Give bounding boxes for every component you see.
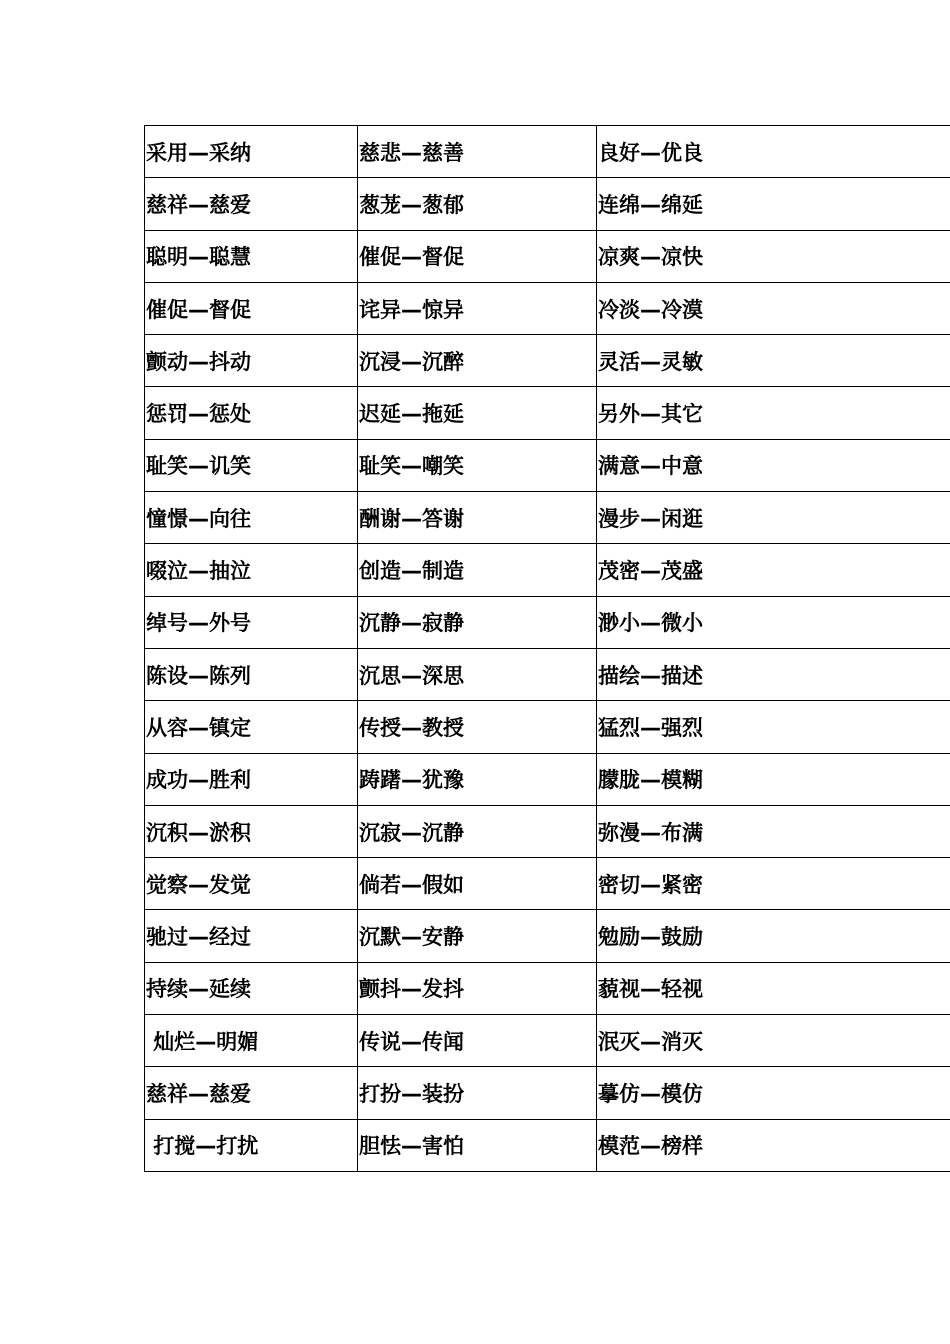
word-pair-cell: 倘若—假如 — [358, 858, 597, 910]
word-pair-cell: 啜泣—抽泣 — [145, 544, 358, 596]
word-pair-cell: 踌躇—犹豫 — [358, 753, 597, 805]
table-row — [145, 439, 950, 491]
word-pair-cell: 冷淡—冷漠 — [597, 282, 950, 334]
word-pair-cell: 慈祥—慈爱 — [145, 1067, 358, 1119]
word-pair-cell: 催促—督促 — [145, 282, 358, 334]
word-pair-cell: 灵活—灵敏 — [597, 335, 950, 387]
word-pair-cell: 成功—胜利 — [145, 753, 358, 805]
word-pair-cell: 慈悲—慈善 — [358, 126, 597, 178]
table-row — [145, 858, 950, 910]
word-pair-cell: 传说—传闻 — [358, 1015, 597, 1067]
word-pair-cell: 沉积—淤积 — [145, 805, 358, 857]
word-pair-cell: 漫步—闲逛 — [597, 492, 950, 544]
table-row — [145, 230, 950, 282]
word-pair-cell: 灿烂—明媚 — [145, 1015, 358, 1067]
word-pair-cell: 良好—优良 — [597, 126, 950, 178]
word-pair-cell: 颤动—抖动 — [145, 335, 358, 387]
table-row — [145, 387, 950, 439]
table-row — [145, 178, 950, 230]
table-row — [145, 962, 950, 1014]
table-row — [145, 126, 950, 178]
word-pair-cell: 摹仿—模仿 — [597, 1067, 950, 1119]
word-pair-cell: 迟延—拖延 — [358, 387, 597, 439]
table-row — [145, 492, 950, 544]
word-pair-cell: 勉励—鼓励 — [597, 910, 950, 962]
word-pair-cell: 创造—制造 — [358, 544, 597, 596]
word-pair-cell: 传授—教授 — [358, 701, 597, 753]
word-pair-cell: 惩罚—惩处 — [145, 387, 358, 439]
table-row — [145, 910, 950, 962]
word-pair-cell: 打扮—装扮 — [358, 1067, 597, 1119]
word-pair-cell: 弥漫—布满 — [597, 805, 950, 857]
word-pair-cell: 沉默—安静 — [358, 910, 597, 962]
word-pair-cell: 猛烈—强烈 — [597, 701, 950, 753]
word-pair-cell: 渺小—微小 — [597, 596, 950, 648]
word-pair-cell: 驰过—经过 — [145, 910, 358, 962]
word-pair-cell: 耻笑—讥笑 — [145, 439, 358, 491]
word-pair-cell: 从容—镇定 — [145, 701, 358, 753]
word-pair-cell: 觉察—发觉 — [145, 858, 358, 910]
word-pair-cell: 耻笑—嘲笑 — [358, 439, 597, 491]
word-pair-cell: 采用—采纳 — [145, 126, 358, 178]
synonym-table-body — [145, 126, 950, 1172]
word-pair-cell: 绰号—外号 — [145, 596, 358, 648]
word-pair-cell: 描绘—描述 — [597, 648, 950, 700]
table-row — [145, 335, 950, 387]
word-pair-cell: 满意—中意 — [597, 439, 950, 491]
table-row — [145, 544, 950, 596]
word-pair-cell: 密切—紧密 — [597, 858, 950, 910]
word-pair-cell: 诧异—惊异 — [358, 282, 597, 334]
word-pair-cell: 陈设—陈列 — [145, 648, 358, 700]
table-row — [145, 648, 950, 700]
table-row — [145, 1119, 950, 1171]
word-pair-cell: 颤抖—发抖 — [358, 962, 597, 1014]
word-pair-cell: 凉爽—凉快 — [597, 230, 950, 282]
word-pair-cell: 另外—其它 — [597, 387, 950, 439]
word-pair-cell: 沉寂—沉静 — [358, 805, 597, 857]
word-pair-cell: 朦胧—模糊 — [597, 753, 950, 805]
table-row — [145, 1067, 950, 1119]
word-pair-cell: 茂密—茂盛 — [597, 544, 950, 596]
word-pair-cell: 聪明—聪慧 — [145, 230, 358, 282]
word-pair-cell: 催促—督促 — [358, 230, 597, 282]
word-pair-cell: 酬谢—答谢 — [358, 492, 597, 544]
table-row — [145, 701, 950, 753]
word-pair-cell: 藐视—轻视 — [597, 962, 950, 1014]
word-pair-cell: 沉思—深思 — [358, 648, 597, 700]
table-row — [145, 805, 950, 857]
word-pair-cell: 持续—延续 — [145, 962, 358, 1014]
word-pair-cell: 连绵—绵延 — [597, 178, 950, 230]
table-row — [145, 753, 950, 805]
table-row — [145, 282, 950, 334]
word-pair-cell: 慈祥—慈爱 — [145, 178, 358, 230]
word-pair-cell: 憧憬—向往 — [145, 492, 358, 544]
table-row — [145, 596, 950, 648]
synonym-table — [144, 125, 950, 1172]
word-pair-cell: 沉浸—沉醉 — [358, 335, 597, 387]
word-pair-cell: 葱茏—葱郁 — [358, 178, 597, 230]
word-pair-cell: 模范—榜样 — [597, 1119, 950, 1171]
word-pair-cell: 打搅—打扰 — [145, 1119, 358, 1171]
table-row — [145, 1015, 950, 1067]
word-pair-cell: 沉静—寂静 — [358, 596, 597, 648]
word-pair-cell: 泯灭—消灭 — [597, 1015, 950, 1067]
word-pair-cell: 胆怯—害怕 — [358, 1119, 597, 1171]
